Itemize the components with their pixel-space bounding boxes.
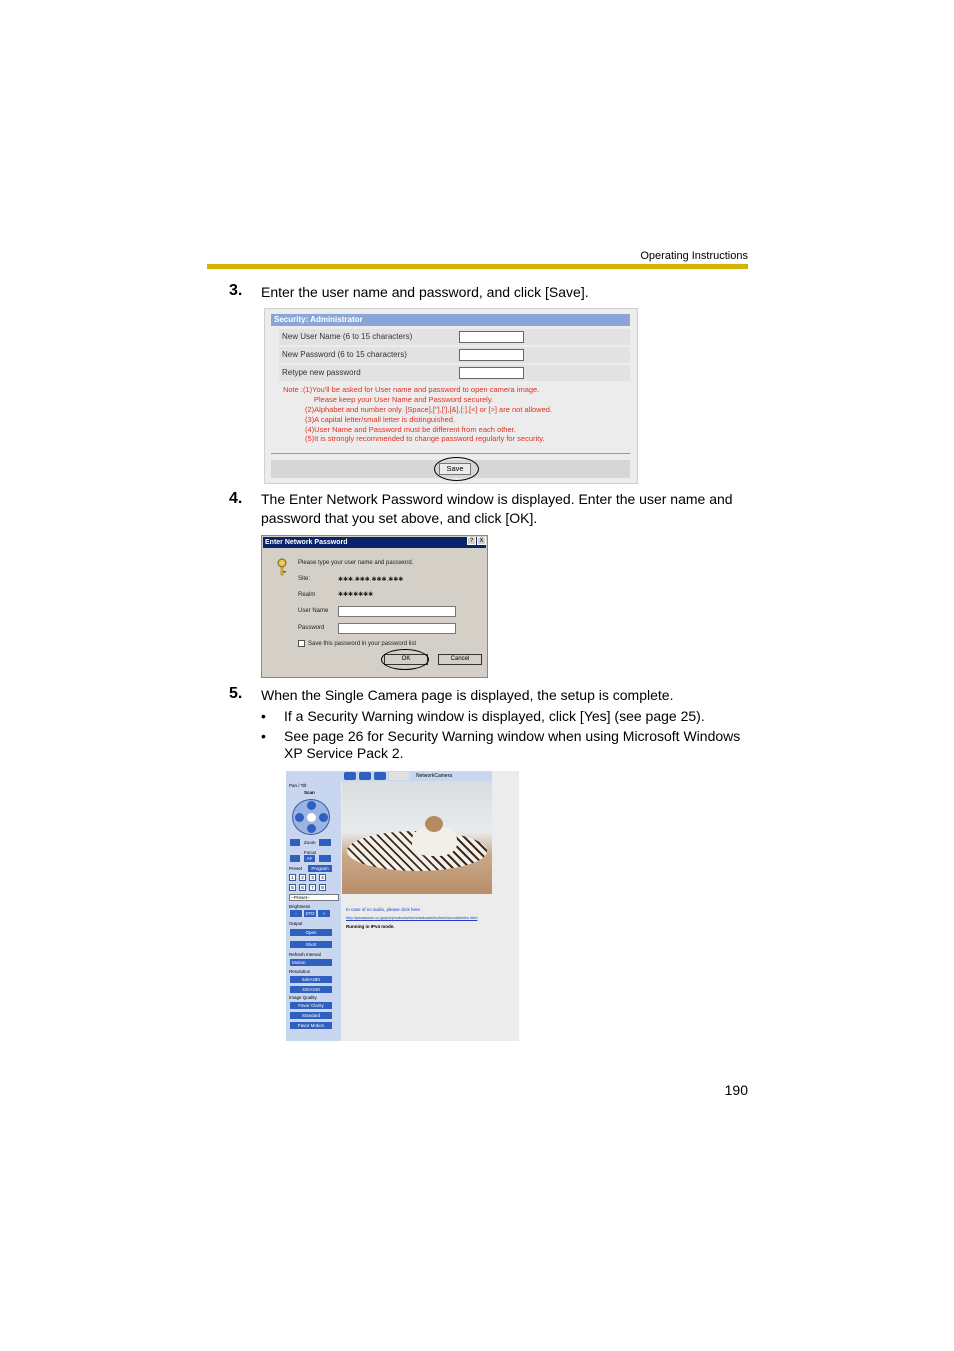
key-icon: [276, 558, 290, 576]
camera-control-panel: [286, 771, 341, 1041]
resolution-label: Resolution: [289, 969, 311, 974]
brightness-down-button[interactable]: -: [290, 910, 302, 917]
image-quality-label: Image Quality: [289, 995, 317, 1000]
preset-6-button[interactable]: 6: [299, 884, 306, 891]
ip-mode-status: Running in IPv4 mode.: [346, 924, 395, 929]
preset-2-button[interactable]: 2: [299, 874, 306, 881]
site-label: Site:: [298, 576, 311, 582]
audio-note-link[interactable]: In case of no audio, please click here.: [346, 907, 422, 912]
save-password-label: Save this password in your password list: [308, 641, 417, 647]
pan-right-icon[interactable]: [319, 813, 328, 822]
audio-help-url[interactable]: http://panasonic.co.jp/pcc/products/en/netwkcam/technic/sound/index.html: [346, 915, 478, 920]
retype-password-input[interactable]: [459, 367, 524, 379]
brightness-std-button[interactable]: STD: [305, 911, 315, 916]
security-note-1b: Please keep your User Name and Password securely.: [314, 395, 494, 404]
security-form-title: Security: Administrator: [271, 314, 630, 326]
realm-value: ✱✱✱✱✱✱✱: [338, 592, 374, 598]
user-name-input[interactable]: [338, 606, 456, 617]
refresh-interval-label: Refresh Interval: [289, 952, 321, 957]
step-3-text: Enter the user name and password, and click [Save].: [261, 284, 589, 300]
zoom-wide-icon[interactable]: [290, 839, 300, 846]
preset-1-button[interactable]: 1: [289, 874, 296, 881]
step-5-text: When the Single Camera page is displayed, the setup is complete.: [261, 687, 674, 703]
security-note-1: Note :(1)You'll be asked for User name and password to open camera image.: [283, 385, 540, 394]
dog-head: [425, 816, 443, 832]
bullet-2-text: See page 26 for Security Warning window when using Microsoft Windows XP Service Pack 2.: [284, 728, 741, 761]
new-password-row: [279, 347, 630, 363]
security-admin-screenshot: [264, 308, 638, 484]
preset-label: Preset: [289, 866, 303, 871]
page-number: 190: [724, 1082, 748, 1098]
retype-password-row: [279, 365, 630, 381]
resolution-320-button[interactable]: 320×240: [290, 986, 332, 993]
cancel-button[interactable]: Cancel: [438, 654, 482, 665]
speaker-icon[interactable]: [374, 772, 386, 780]
step-3-number: 3.: [229, 282, 243, 299]
focus-far-icon[interactable]: [319, 855, 331, 862]
bullet-1-text: If a Security Warning window is displayed, click [Yes] (see page 25).: [284, 708, 705, 724]
preset-7-button[interactable]: 7: [309, 884, 316, 891]
camera-toolbar: [341, 771, 492, 781]
tilt-up-icon[interactable]: [307, 801, 316, 810]
password-label: Password: [298, 625, 325, 631]
focus-near-icon[interactable]: [290, 855, 300, 862]
header-rule: [207, 264, 748, 269]
new-password-label: New Password (6 to 15 characters): [282, 350, 407, 359]
preset-8-button[interactable]: 8: [319, 884, 326, 891]
scan-label: Scan: [304, 790, 315, 795]
camera-name: NetworkCamera: [416, 773, 453, 779]
camera-live-image: [342, 781, 492, 894]
brightness-label: Brightness: [289, 904, 311, 909]
single-camera-screenshot: [286, 771, 519, 1041]
ok-button[interactable]: OK: [384, 654, 428, 665]
brightness-up-button[interactable]: +: [318, 910, 330, 917]
mic-icon[interactable]: [359, 772, 371, 780]
running-header: Operating Instructions: [640, 250, 748, 262]
zoom-label: Zoom: [304, 840, 316, 845]
dialog-prompt: Please type your user name and password.: [298, 560, 414, 566]
highlight-circle: [381, 649, 429, 670]
new-user-name-label: New User Name (6 to 15 characters): [282, 332, 413, 341]
output-short-button[interactable]: Short: [290, 941, 332, 948]
quality-standard-button[interactable]: Standard: [290, 1012, 332, 1019]
zoom-tele-icon[interactable]: [319, 839, 331, 846]
help-button[interactable]: ?: [467, 537, 476, 545]
refresh-interval-select[interactable]: Motion: [290, 959, 332, 966]
security-note-5: (5)It is strongly recommended to change password regularly for security.: [305, 434, 545, 443]
preset-5-button[interactable]: 5: [289, 884, 296, 891]
security-note-2: (2)Alphabet and number only. [Space],["],['],[&],[:],[<] or [>] are not allowed.: [305, 405, 553, 414]
output-label: Output: [289, 921, 303, 926]
password-input[interactable]: [338, 623, 456, 634]
retype-password-label: Retype new password: [282, 368, 361, 377]
preset-3-button[interactable]: 3: [309, 874, 316, 881]
security-note-4: (4)User Name and Password must be different from each other.: [305, 425, 516, 434]
home-icon[interactable]: [307, 813, 316, 822]
save-password-checkbox[interactable]: [298, 640, 305, 647]
save-bar: [271, 460, 630, 478]
quality-motion-button[interactable]: Favor Motion: [290, 1022, 332, 1029]
highlight-circle: [434, 457, 479, 481]
network-password-dialog: [261, 535, 488, 678]
preset-select[interactable]: --Preset--: [289, 894, 339, 901]
program-button[interactable]: Program: [308, 865, 332, 872]
quality-clarity-button[interactable]: Favor Clarity: [290, 1002, 332, 1009]
bullet-marker: •: [261, 708, 266, 724]
pan-tilt-label: Pan / Tilt: [289, 783, 307, 788]
volume-slider[interactable]: [389, 772, 409, 780]
dialog-title: Enter Network Password: [263, 537, 486, 548]
preset-4-button[interactable]: 4: [319, 874, 326, 881]
resolution-640-button[interactable]: 640×480: [290, 976, 332, 983]
new-password-input[interactable]: [459, 349, 524, 361]
new-user-name-row: [279, 329, 630, 345]
bullet-marker: •: [261, 728, 266, 744]
save-button[interactable]: Save: [439, 463, 471, 475]
close-button[interactable]: X: [477, 537, 486, 545]
tilt-down-icon[interactable]: [307, 824, 316, 833]
step-4-number: 4.: [229, 490, 243, 507]
camera-icon[interactable]: [344, 772, 356, 780]
step-5-number: 5.: [229, 685, 243, 702]
focus-label: Focus: [304, 850, 317, 855]
af-button[interactable]: AF: [304, 855, 315, 862]
user-name-label: User Name: [298, 608, 329, 614]
pan-tilt-pad[interactable]: [292, 799, 330, 835]
form-divider: [271, 453, 630, 454]
pan-left-icon[interactable]: [295, 813, 304, 822]
realm-label: Realm: [298, 592, 316, 598]
new-user-name-input[interactable]: [459, 331, 524, 343]
site-value: ✱✱✱.✱✱✱.✱✱✱.✱✱✱: [338, 577, 404, 583]
output-open-button[interactable]: Open: [290, 929, 332, 936]
security-note-3: (3)A capital letter/small letter is distinguished.: [305, 415, 456, 424]
step-4-text: The Enter Network Password window is displayed. Enter the user name and password that you set above, and click [OK].: [261, 491, 733, 526]
